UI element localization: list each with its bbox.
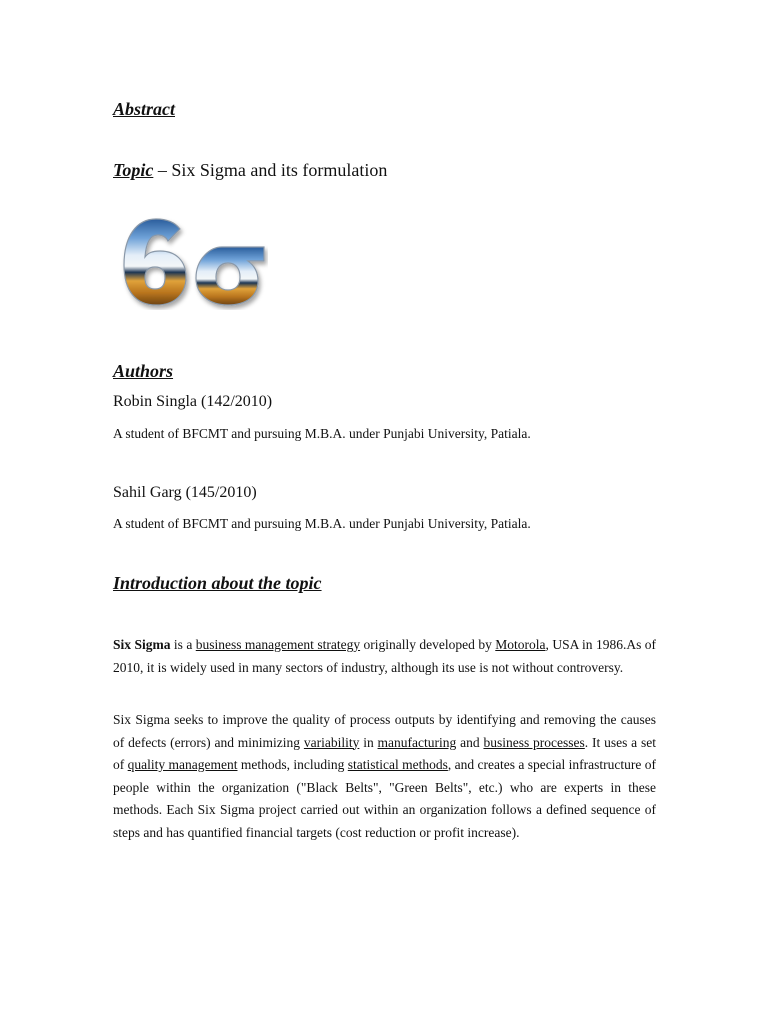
- paragraph-text: in: [359, 734, 378, 750]
- author-description: A student of BFCMT and pursuing M.B.A. under Punjabi University, Patiala.: [113, 516, 531, 531]
- abstract-heading: Abstract: [113, 99, 176, 119]
- author-name: Sahil Garg (145/2010): [113, 484, 257, 501]
- paragraph-text: , and creates a special infrastructure of people within the organization ("Black Belts", "Green Belts", etc.) who are experts in these methods. Each Six Sigma project carried out within an organization follows a defined sequence of steps and has quantified financial targets (cost reduction or profit increase).: [113, 757, 656, 840]
- topic-label: Topic: [113, 160, 154, 180]
- topic-title: Six Sigma and its formulation: [171, 160, 388, 180]
- authors-heading: Authors: [113, 361, 174, 381]
- intro-paragraph-2: [113, 709, 656, 844]
- link-manufacturing[interactable]: manufacturing: [377, 734, 457, 750]
- topic-line: [113, 159, 387, 181]
- paragraph-text: methods, including: [237, 757, 348, 772]
- link-quality-management[interactable]: quality management: [127, 757, 238, 772]
- link-statistical-methods[interactable]: statistical methods: [347, 757, 448, 772]
- author-name: Robin Singla (142/2010): [113, 393, 273, 410]
- intro-paragraph-1: [113, 634, 656, 679]
- topic-separator: –: [153, 160, 172, 180]
- paragraph-text: and: [456, 734, 484, 750]
- link-variability[interactable]: variability: [303, 734, 360, 750]
- intro-heading: Introduction about the topic: [113, 573, 322, 593]
- author-description: A student of BFCMT and pursuing M.B.A. under Punjabi University, Patiala.: [113, 426, 531, 441]
- paragraph-text: originally developed by: [360, 637, 496, 652]
- six-sigma-logo-icon: [118, 215, 268, 310]
- paragraph-text: Six Sigma seeks to improve the quality of process outputs by identifying and removing the causes of defects (errors) and minimizing: [113, 712, 656, 750]
- six-sigma-term: Six Sigma: [113, 637, 171, 652]
- link-business-processes[interactable]: business processes: [483, 734, 585, 750]
- paragraph-text: is a: [170, 637, 196, 652]
- paragraph-text: , USA in 1986.As of 2010, it is widely used in many sectors of industry, although its use is not without controversy.: [113, 637, 657, 675]
- link-motorola[interactable]: Motorola: [495, 637, 546, 652]
- paragraph-text: . It uses a set of: [113, 734, 656, 772]
- link-business-management-strategy[interactable]: business management strategy: [195, 637, 361, 652]
